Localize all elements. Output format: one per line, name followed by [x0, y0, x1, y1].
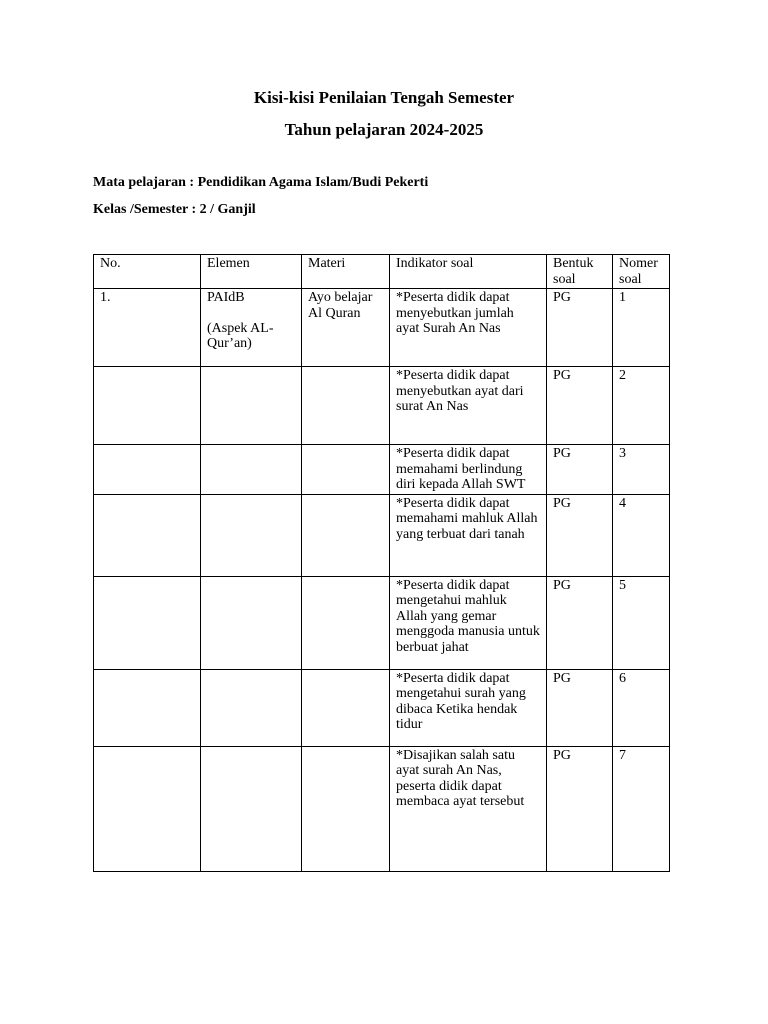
- cell-bentuk: PG: [547, 669, 613, 746]
- cell-indikator: *Peserta didik dapat mengetahui surah yang dibaca Ketika hendak tidur: [390, 669, 547, 746]
- cell-indikator: *Peserta didik dapat memahami berlindung diri kepada Allah SWT: [390, 445, 547, 495]
- table-header-row: [94, 255, 670, 289]
- kisi-kisi-table: [93, 254, 670, 872]
- cell-nomer: 3: [613, 445, 670, 495]
- cell-nomer: 4: [613, 494, 670, 576]
- cell-nomer: 7: [613, 746, 670, 871]
- elemen-sub-label: (Aspek AL-Qur’an): [207, 320, 274, 351]
- cell-indikator: *Peserta didik dapat memahami mahluk Allah yang terbuat dari tanah: [390, 494, 547, 576]
- cell-nomer: 6: [613, 669, 670, 746]
- table-row: [94, 367, 670, 445]
- header-indikator: Indikator soal: [390, 255, 547, 289]
- cell-nomer: 5: [613, 576, 670, 669]
- table-row: [94, 746, 670, 871]
- cell-elemen: [201, 289, 302, 367]
- header-bentuk: Bentuk soal: [547, 255, 613, 289]
- cell-indikator: *Disajikan salah satu ayat surah An Nas, peserta didik dapat membaca ayat tersebut: [390, 746, 547, 871]
- cell-no: 1.: [94, 289, 201, 367]
- header-no: No.: [94, 255, 201, 289]
- class-semester-line: Kelas /Semester : 2 / Ganjil: [93, 202, 256, 217]
- cell-materi: Ayo belajar Al Quran: [302, 289, 390, 367]
- cell-bentuk: PG: [547, 746, 613, 871]
- cell-indikator: *Peserta didik dapat mengetahui mahluk Allah yang gemar menggoda manusia untuk berbuat jahat: [390, 576, 547, 669]
- cell-bentuk: PG: [547, 494, 613, 576]
- table-row: [94, 669, 670, 746]
- cell-indikator: *Peserta didik dapat menyebutkan ayat dari surat An Nas: [390, 367, 547, 445]
- cell-bentuk: PG: [547, 445, 613, 495]
- table-row: [94, 289, 670, 367]
- table-row: [94, 494, 670, 576]
- document-subtitle: Tahun pelajaran 2024-2025: [284, 120, 484, 139]
- table-row: [94, 445, 670, 495]
- cell-nomer: 1: [613, 289, 670, 367]
- cell-bentuk: PG: [547, 576, 613, 669]
- cell-bentuk: PG: [547, 289, 613, 367]
- elemen-label: PAIdB: [207, 290, 245, 305]
- cell-indikator: *Peserta didik dapat menyebutkan jumlah ayat Surah An Nas: [390, 289, 547, 367]
- table-row: [94, 576, 670, 669]
- document-title: Kisi-kisi Penilaian Tengah Semester: [253, 88, 515, 107]
- cell-nomer: 2: [613, 367, 670, 445]
- header-elemen: Elemen: [201, 255, 302, 289]
- subject-line: Mata pelajaran : Pendidikan Agama Islam/Budi Pekerti: [93, 175, 429, 190]
- header-nomer: Nomer soal: [613, 255, 670, 289]
- header-materi: Materi: [302, 255, 390, 289]
- cell-bentuk: PG: [547, 367, 613, 445]
